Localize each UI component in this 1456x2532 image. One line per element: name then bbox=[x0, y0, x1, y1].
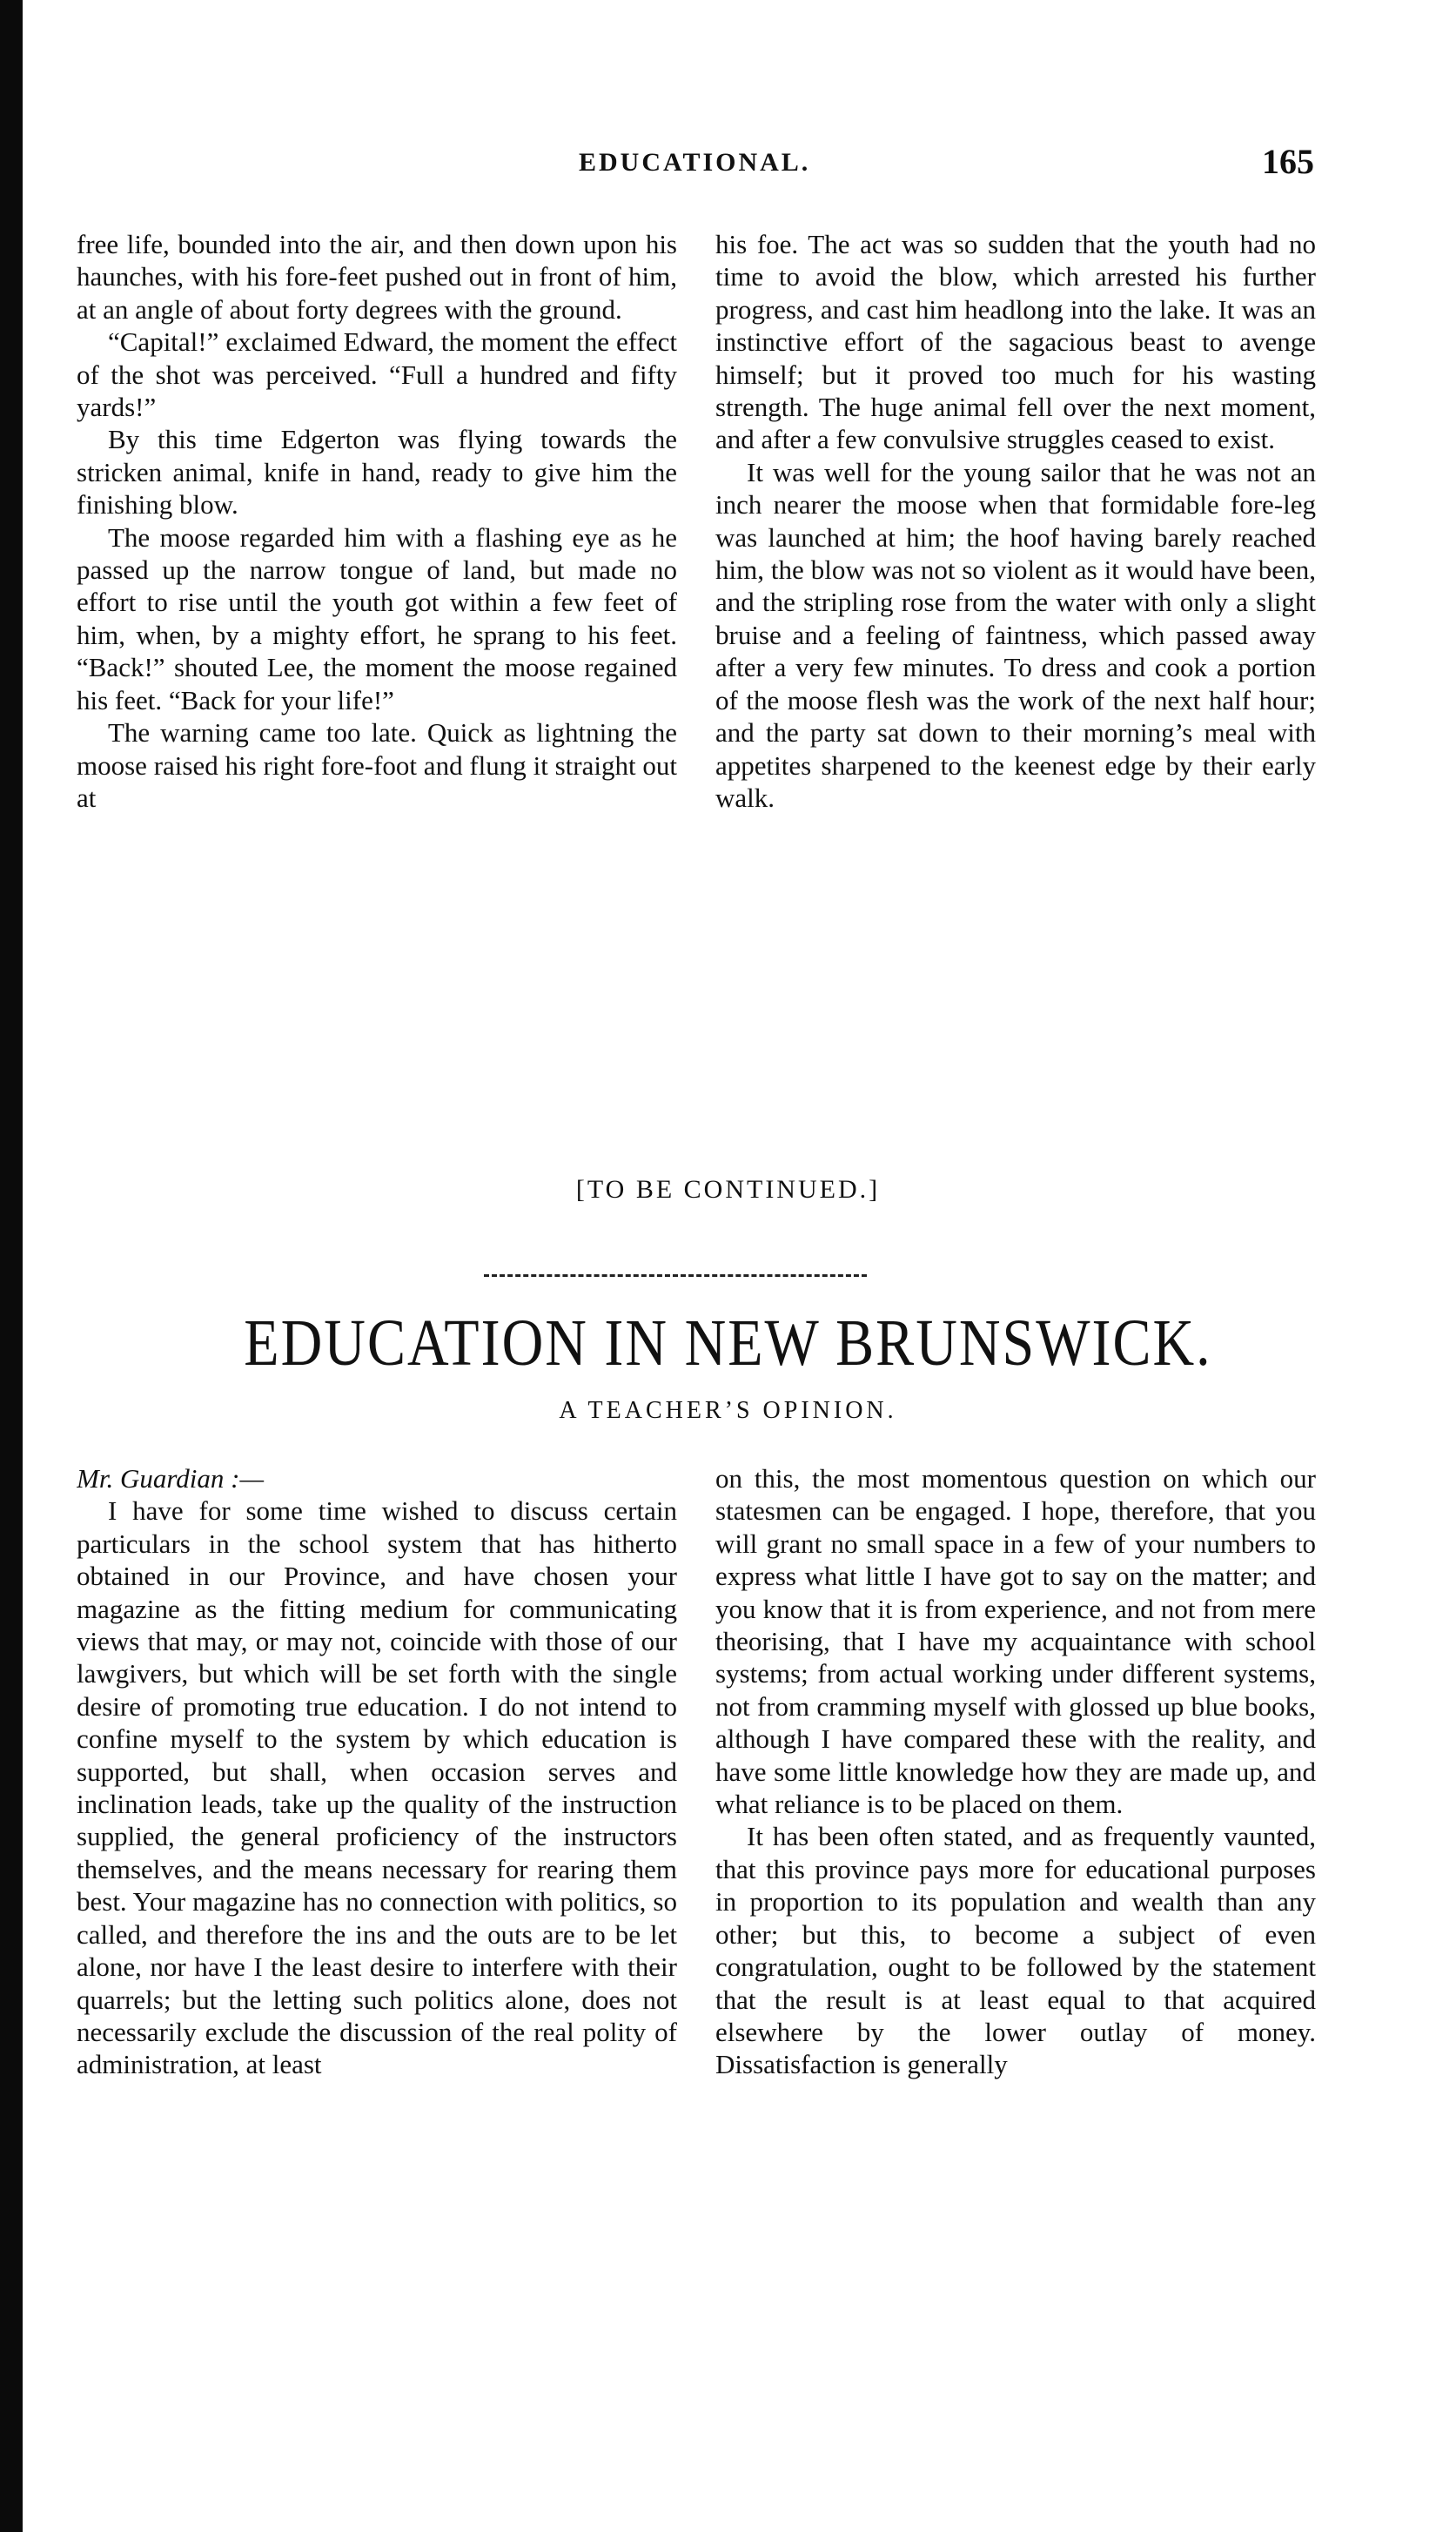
article-subtitle: A TEACHER’S OPINION. bbox=[559, 1397, 897, 1424]
article-paragraph: on this, the most momentous question on which our statesmen can be engaged. I hope, therefore, that you will grant no small space in a few of your numbers to express what little I have got to say on the matter; and you know that it is from experience, and not from mere theorising, that I have my acquaintance with school systems; from actual working under different systems, not from cramming myself with glossed up blue books, although I have compared these with the reality, and have some little knowledge how they are made up, and what reliance is to be placed on them. bbox=[715, 1463, 1316, 1820]
story-paragraph: The moose regarded him with a flashing eye as he passed up the narrow tongue of land, but made no effort to rise until the youth got within a few feet of him, when, by a mighty effort, he sprang to his feet. “Back!” shouted Lee, the moment the moose regained his feet. “Back for your life!” bbox=[77, 521, 677, 715]
story-paragraph: “Capital!” exclaimed Edward, the moment the effect of the shot was perceived. “Full a hundred and fifty yards!” bbox=[77, 326, 677, 423]
story-column-left bbox=[77, 228, 677, 1168]
page-edge-shadow bbox=[0, 0, 23, 2532]
story-paragraph: It was well for the young sailor that he was not an inch nearer the moose when that formidable fore-leg was launched at him; the hoof having barely reached him, the blow was not so violent as it would have been, and the stripling rose from the water with only a slight bruise and a feeling of faintness, which passed away after a very few minutes. To dress and cook a portion of the moose flesh was the work of the next half hour; and the party sat down to their morning’s meal with appetites sharpened to the keenest edge by their early walk. bbox=[715, 456, 1316, 813]
article-title: EDUCATION IN NEW BRUNSWICK. bbox=[244, 1306, 1212, 1380]
article-paragraph: It has been often stated, and as frequently vaunted, that this province pays more for educational purposes in proportion to its population and wealth than any other; but this, to become a subject of even congratulation, ought to be followed by the statement that the result is at least equal to that acquired elsewhere by the lower outlay of money. Dissatisfaction is generally bbox=[715, 1821, 1316, 2080]
salutation: Mr. Guardian :— bbox=[77, 1463, 265, 1494]
story-paragraph: By this time Edgerton was flying towards the stricken animal, knife in hand, ready to give him the finishing blow. bbox=[77, 424, 677, 521]
story-paragraph: free life, bounded into the air, and then down upon his haunches, with his fore-feet pushed out in front of him, at an angle of about forty degrees with the ground. bbox=[77, 229, 677, 325]
story-column-right bbox=[715, 228, 1316, 1168]
to-be-continued-note: [TO BE CONTINUED.] bbox=[575, 1175, 881, 1204]
story-paragraph: his foe. The act was so sudden that the youth had no time to avoid the blow, which arrested his further progress, and cast him headlong into the lake. It was an instinctive effort of the sagacious beast to avenge himself; but it proved too much for his wasting strength. The huge animal fell over the next moment, and after a few convulsive struggles ceased to exist. bbox=[715, 229, 1316, 455]
article-paragraph: I have for some time wished to discuss certain particulars in the school system that has hitherto obtained in our Province, and have chosen your magazine as the fitting medium for communicating views that may, or may not, coincide with those of our lawgivers, but which will be set forth with the single desire of promoting true education. I do not intend to confine myself to the system by which education is supported, but shall, when occasion serves and inclination leads, take up the quality of the instruction supplied, the general proficiency of the instructors themselves, and the means necessary for rearing them best. Your magazine has no connection with politics, so called, and therefore the ins and the outs are to be let alone, nor have I the least desire to interfere with their quarrels; but the letting such politics alone, does not necessarily exclude the discussion of the real polity of administration, at least bbox=[77, 1495, 677, 2080]
article-column-right bbox=[715, 1462, 1316, 2515]
article-column-left bbox=[77, 1462, 677, 2515]
page-header bbox=[70, 139, 1314, 191]
section-divider bbox=[484, 1274, 867, 1277]
page-number: 165 bbox=[1262, 142, 1314, 181]
story-paragraph: The warning came too late. Quick as lightning the moose raised his right fore-foot and flung it straight out at bbox=[77, 717, 677, 813]
running-head: EDUCATIONAL. bbox=[579, 148, 811, 177]
